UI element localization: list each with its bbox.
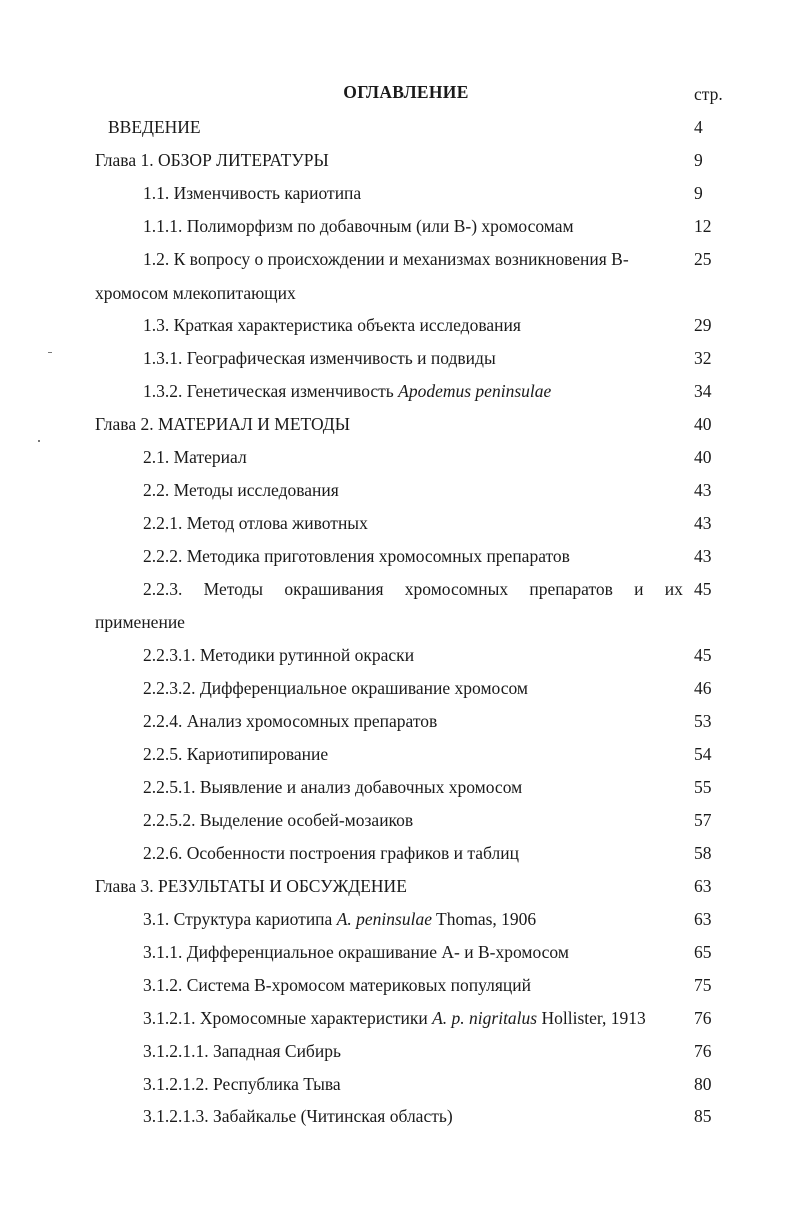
toc-entry-text: 2.2.1. Метод отлова животных (143, 513, 368, 533)
word: окрашивания (284, 579, 384, 599)
toc-entry-text: 1.1. Изменчивость кариотипа (143, 183, 362, 203)
toc-entry-text: 1.1.1. Полиморфизм по добавочным (или В-) хромосомам (143, 216, 574, 236)
word: хромосомных (404, 579, 509, 599)
toc-entry-text: 2.2.3.2. Дифференциальное окрашивание хромосом (143, 678, 528, 698)
toc-entry-text-plain: 3.1. Структура кариотипа (143, 909, 337, 929)
page-title: ОГЛАВЛЕНИЕ (343, 82, 469, 102)
toc-entry-text: 1.3. Краткая характеристика объекта исследования (143, 315, 521, 335)
species-name-italic: Apodemus peninsulae (398, 381, 552, 401)
toc-entry-text: Глава 3. РЕЗУЛЬТАТЫ И ОБСУЖДЕНИЕ (95, 876, 407, 896)
toc-entry-page: 75 (694, 975, 712, 995)
toc-entry-page: 43 (694, 546, 712, 566)
toc-entry-text-continued: хромосом млекопитающих (95, 283, 296, 303)
toc-entry-page: 54 (694, 744, 712, 764)
word: их (664, 579, 683, 599)
toc-entry-text: 3.1.2. Система В-хромосом материковых популяций (143, 975, 532, 995)
toc-entry-text (143, 909, 536, 930)
word: препаратов (529, 579, 613, 599)
toc-entry-text-justified (143, 579, 683, 600)
toc-entry-page: 40 (694, 447, 712, 467)
toc-entry-page: 63 (694, 909, 712, 929)
toc-entry-text: 3.1.2.1.3. Забайкалье (Читинская область) (143, 1106, 453, 1126)
toc-entry-text: 1.2. К вопросу о происхождении и механизмах возникновения В- (143, 249, 629, 269)
toc-entry-text: 3.1.2.1.1. Западная Сибирь (143, 1041, 341, 1061)
toc-entry-page: 43 (694, 513, 712, 533)
toc-entry-text: ВВЕДЕНИЕ (108, 117, 201, 137)
toc-entry-text (143, 1008, 646, 1029)
toc-entry-text-plain: Hollister, 1913 (537, 1008, 646, 1028)
toc-entry-page: 12 (694, 216, 712, 236)
toc-entry-page: 4 (694, 117, 703, 137)
toc-entry-text: Глава 2. МАТЕРИАЛ И МЕТОДЫ (95, 414, 350, 434)
toc-entry-text: 2.2.3.1. Методики рутинной окраски (143, 645, 415, 665)
toc-entry-page: 9 (694, 150, 703, 170)
species-name-italic: A. peninsulae (336, 909, 432, 929)
toc-entry-page: 40 (694, 414, 712, 434)
toc-entry-text: 2.2.5.2. Выделение особей-мозаиков (143, 810, 414, 830)
toc-entry-page: 29 (694, 315, 712, 335)
word: и (634, 579, 644, 599)
toc-entry-text-plain: 1.3.2. Генетическая изменчивость (143, 381, 399, 401)
toc-entry-page: 58 (694, 843, 712, 863)
word: 2.2.3. (143, 579, 183, 599)
toc-entry-page: 9 (694, 183, 703, 203)
scan-speck (38, 440, 40, 442)
toc-entry-page: 55 (694, 777, 712, 797)
toc-entry-text: 2.1. Материал (143, 447, 247, 467)
toc-entry-page: 46 (694, 678, 712, 698)
toc-entry-text-plain: Thomas, 1906 (431, 909, 537, 929)
toc-entry-page: 80 (694, 1074, 712, 1094)
toc-entry-text (143, 381, 551, 402)
toc-entry-text: 2.2. Методы исследования (143, 480, 339, 500)
toc-entry-text: Глава 1. ОБЗОР ЛИТЕРАТУРЫ (95, 150, 329, 170)
toc-entry-page: 34 (694, 381, 712, 401)
toc-entry-page: 45 (694, 579, 712, 599)
toc-entry-text: 2.2.4. Анализ хромосомных препаратов (143, 711, 438, 731)
toc-entry-page: 43 (694, 480, 712, 500)
toc-entry-text: 3.1.1. Дифференциальное окрашивание А- и В-хромосом (143, 942, 569, 962)
toc-entry-page: 45 (694, 645, 712, 665)
toc-entry-page: 63 (694, 876, 712, 896)
toc-entry-page: 57 (694, 810, 712, 830)
toc-entry-page: 65 (694, 942, 712, 962)
toc-entry-text: 2.2.6. Особенности построения графиков и таблиц (143, 843, 519, 863)
scan-speck (48, 352, 52, 353)
toc-entry-page: 32 (694, 348, 712, 368)
toc-entry-page: 53 (694, 711, 712, 731)
toc-entry-text: 3.1.2.1.2. Республика Тыва (143, 1074, 341, 1094)
toc-entry-text: 2.2.2. Методика приготовления хромосомных препаратов (143, 546, 570, 566)
toc-entry-page: 76 (694, 1041, 712, 1061)
toc-entry-text-continued: применение (95, 612, 185, 632)
toc-entry-text: 2.2.5.1. Выявление и анализ добавочных хромосом (143, 777, 523, 797)
toc-entry-page: 85 (694, 1106, 712, 1126)
word: Методы (203, 579, 264, 599)
toc-entry-page: 76 (694, 1008, 712, 1028)
toc-entry-text: 1.3.1. Географическая изменчивость и подвиды (143, 348, 496, 368)
toc-entry-text-plain: 3.1.2.1. Хромосомные характеристики (143, 1008, 433, 1028)
toc-entry-page: 25 (694, 249, 712, 269)
species-name-italic: A. p. nigritalus (432, 1008, 538, 1028)
page-column-label: стр. (694, 84, 723, 104)
toc-entry-text: 2.2.5. Кариотипирование (143, 744, 329, 764)
